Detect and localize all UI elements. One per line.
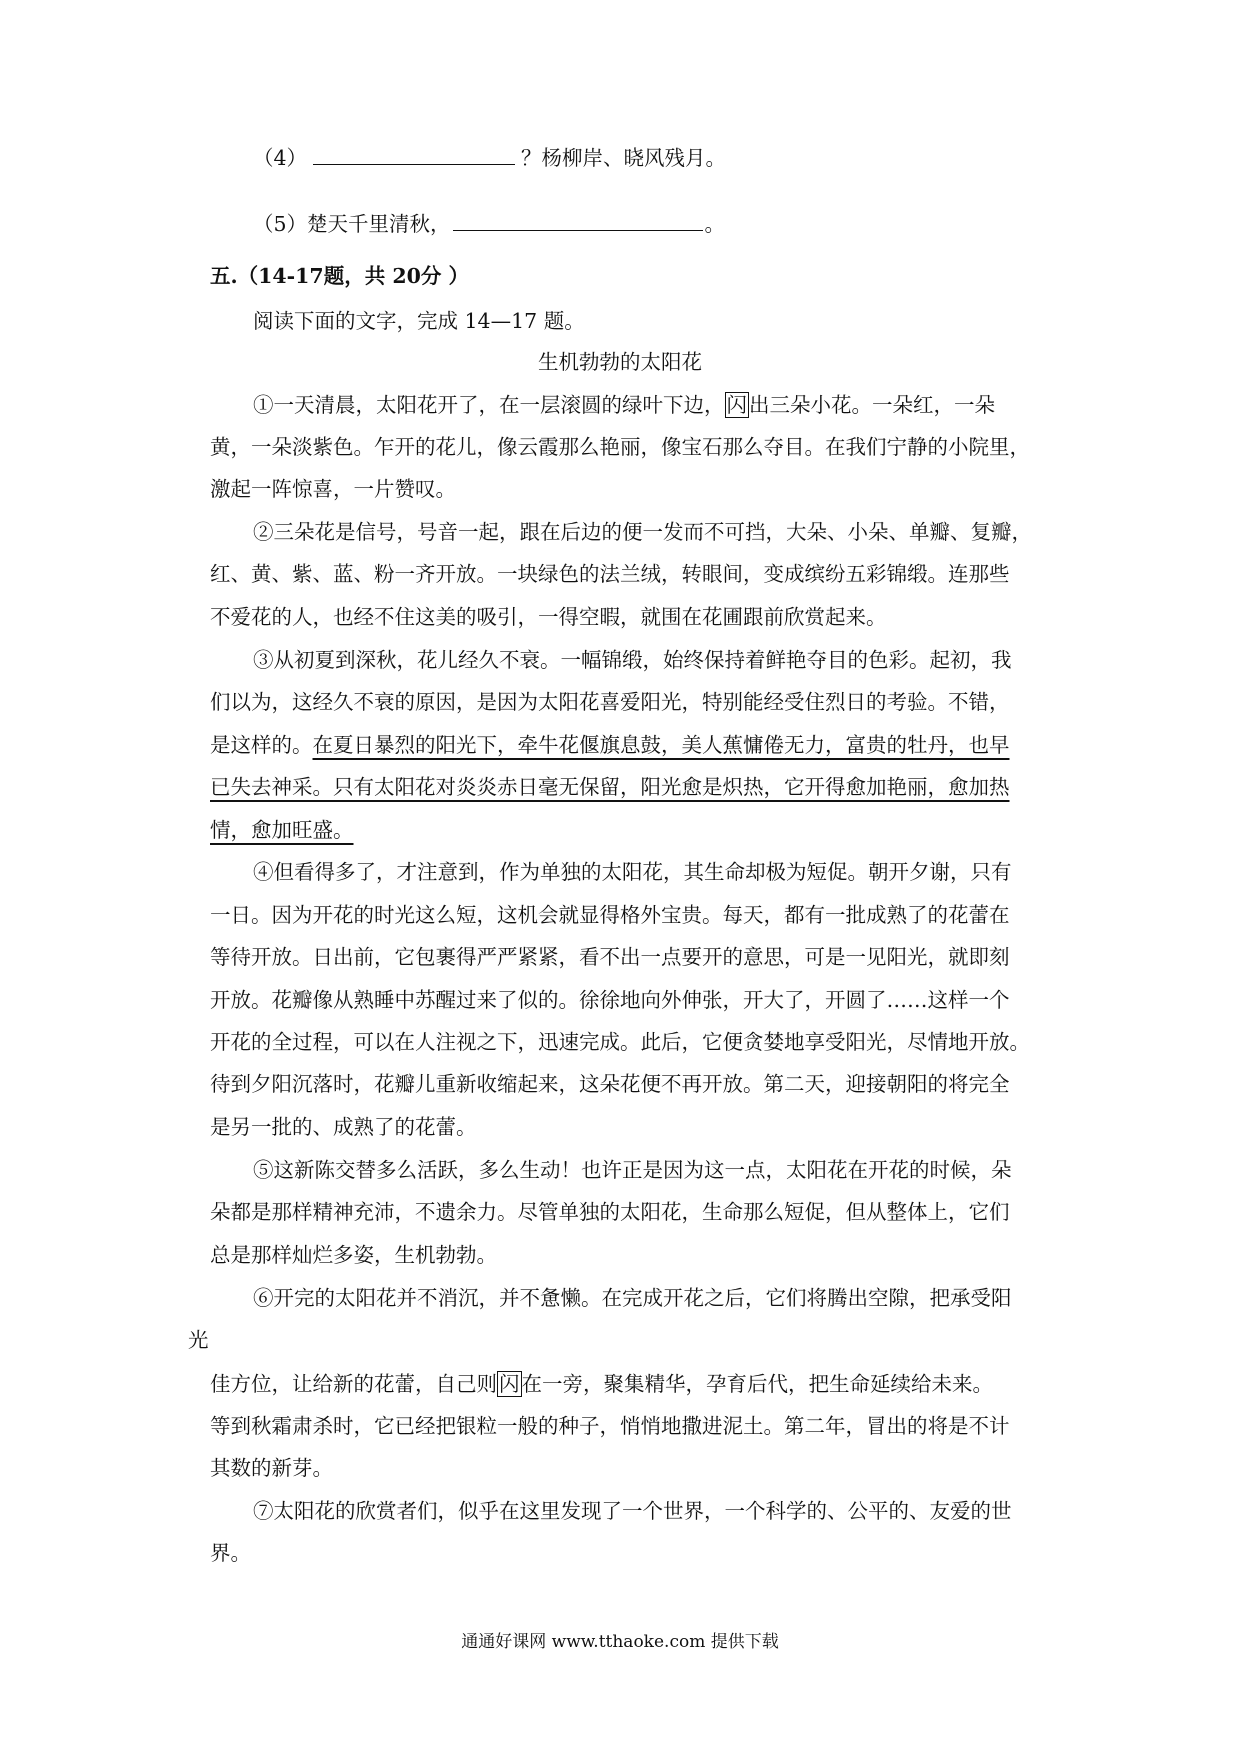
paragraph-5-line-2: 朵都是那样精神充沛，不遗余力。尽管单独的太阳花，生命那么短促，但从整体上，它们 [210, 1200, 1010, 1224]
item-number: （4） [253, 146, 308, 170]
verse-text: （5）楚天千里清秋， [253, 212, 451, 236]
underlined-passage: 在夏日暴烈的阳光下，牵牛花偃旗息鼓，美人蕉慵倦无力，富贵的牡丹，也早 [312, 733, 1010, 757]
paragraph-2-line-1: ②三朵花是信号，号音一起，跟在后边的便一发而不可挡，大朵、小朵、单瓣、复瓣， [253, 520, 1032, 544]
paragraph-2-line-3: 不爱花的人，也经不住这美的吸引，一得空暇，就围在花圃跟前欣赏起来。 [210, 605, 887, 629]
paragraph-4-line-5: 开花的全过程，可以在人注视之下，迅速完成。此后，它便贪婪地享受阳光，尽情地开放。 [210, 1030, 1030, 1054]
paragraph-3-line-2: 们以为，这经久不衰的原因，是因为太阳花喜爱阳光，特别能经受住烈日的考验。不错， [210, 690, 1010, 714]
section-heading: 五.（14-17题，共 20分 ） [210, 264, 470, 288]
paragraph-1-line-1 [253, 391, 995, 419]
paragraph-3-line-3 [210, 731, 1010, 759]
text: ①一天清晨，太阳花开了，在一层滚圆的绿叶下边， [253, 393, 725, 417]
paragraph-6-line-2: 光 [188, 1328, 209, 1352]
text: 是这样的。 [210, 733, 313, 757]
paragraph-4-line-1: ④但看得多了，才注意到，作为单独的太阳花，其生命却极为短促。朝开夕谢，只有 [253, 860, 1012, 884]
page-footer: 通通好课网 www.tthaoke.com 提供下载 [461, 1632, 779, 1652]
text: 出三朵小花。一朵红，一朵 [749, 393, 995, 417]
paragraph-2-line-2: 红、黄、紫、蓝、粉一齐开放。一块绿色的法兰绒，转眼间，变成缤纷五彩锦缎。连那些 [210, 562, 1010, 586]
fill-blank-item-4 [253, 144, 726, 172]
boxed-character: 闪 [499, 1372, 520, 1396]
paragraph-6-line-1: ⑥开完的太阳花并不消沉，并不惫懒。在完成开花之后，它们将腾出空隙，把承受阳 [253, 1286, 1012, 1310]
paragraph-4-line-7: 是另一批的、成熟了的花蕾。 [210, 1115, 477, 1139]
text: 佳方位，让给新的花蕾，自己则 [210, 1372, 497, 1396]
answer-blank [313, 144, 515, 165]
paragraph-4-line-3: 等待开放。日出前，它包裹得严严紧紧，看不出一点要开的意思，可是一见阳光，就即刻 [210, 945, 1010, 969]
paragraph-3-line-4: 已失去神采。只有太阳花对炎炎赤日毫无保留，阳光愈是炽热，它开得愈加艳丽，愈加热 [210, 775, 1010, 799]
paragraph-7-line-1: ⑦太阳花的欣赏者们，似乎在这里发现了一个世界，一个科学的、公平的、友爱的世 [253, 1499, 1012, 1523]
paragraph-3-line-1: ③从初夏到深秋，花儿经久不衰。一幅锦缎，始终保持着鲜艳夺目的色彩。起初，我 [253, 648, 1012, 672]
paragraph-5-line-3: 总是那样灿烂多姿，生机勃勃。 [210, 1243, 497, 1267]
article-title: 生机勃勃的太阳花 [538, 350, 702, 374]
verse-text: ？杨柳岸、晓风残月。 [521, 146, 727, 170]
fill-blank-item-5 [253, 210, 725, 238]
paragraph-4-line-4: 开放。花瓣像从熟睡中苏醒过来了似的。徐徐地向外伸张，开大了，开圆了……这样一个 [210, 988, 1010, 1012]
boxed-character: 闪 [726, 393, 747, 417]
paragraph-6-line-4: 等到秋霜肃杀时，它已经把银粒一般的种子，悄悄地撒进泥土。第二年，冒出的将是不计 [210, 1414, 1010, 1438]
text: 在一旁，聚集精华，孕育后代，把生命延续给未来。 [521, 1372, 993, 1396]
paragraph-4-line-2: 一日。因为开花的时光这么短，这机会就显得格外宝贵。每天，都有一批成熟了的花蕾在 [210, 903, 1010, 927]
paragraph-1-line-3: 激起一阵惊喜，一片赞叹。 [210, 477, 456, 501]
paragraph-7-line-2: 界。 [210, 1541, 251, 1565]
paragraph-4-line-6: 待到夕阳沉落时，花瓣儿重新收缩起来，这朵花便不再开放。第二天，迎接朝阳的将完全 [210, 1072, 1010, 1096]
paragraph-1-line-2: 黄，一朵淡紫色。乍开的花儿，像云霞那么艳丽，像宝石那么夺目。在我们宁静的小院里， [210, 435, 1030, 459]
paragraph-6-line-3 [210, 1370, 993, 1398]
paragraph-5-line-1: ⑤这新陈交替多么活跃，多么生动！也许正是因为这一点，太阳花在开花的时候，朵 [253, 1158, 1012, 1182]
answer-blank [453, 210, 703, 231]
paragraph-3-line-5: 情，愈加旺盛。 [210, 818, 354, 842]
verse-end: 。 [704, 212, 726, 236]
paragraph-6-line-5: 其数的新芽。 [210, 1456, 333, 1480]
section-instruction: 阅读下面的文字，完成 14—17 题。 [253, 309, 585, 333]
